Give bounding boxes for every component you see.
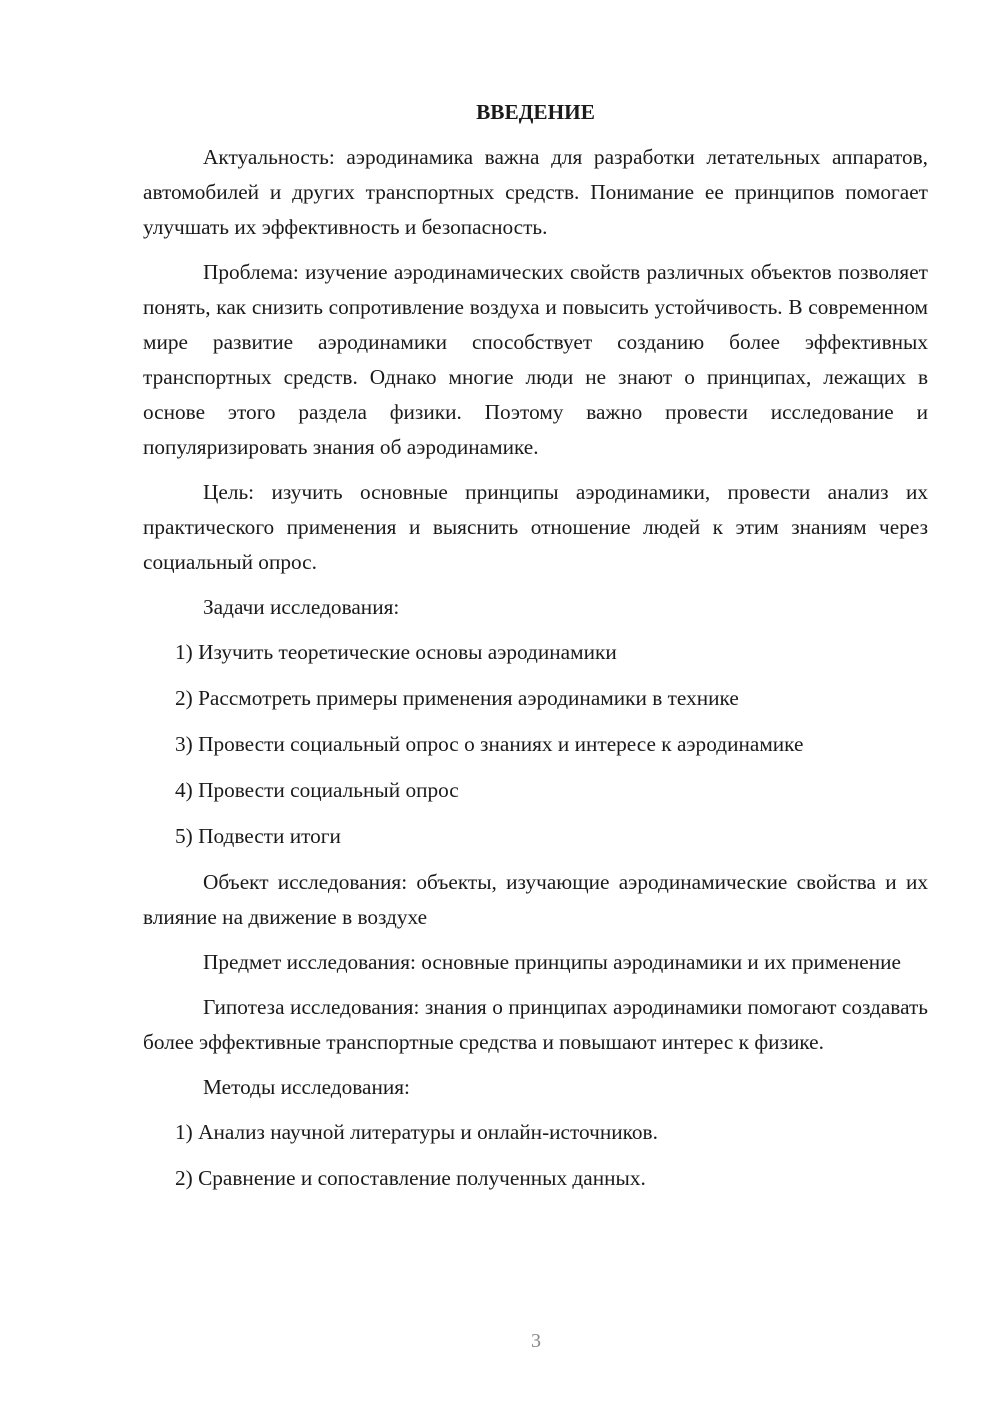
object-paragraph: Объект исследования: объекты, изучающие аэродинамические свойства и их влияние на движение в воздухе	[143, 870, 928, 929]
list-item: 4) Провести социальный опрос	[175, 778, 459, 802]
list-item: 1) Анализ научной литературы и онлайн-источников.	[175, 1120, 658, 1144]
tasks-heading: Задачи исследования:	[203, 595, 400, 619]
page-number: 3	[531, 1330, 541, 1352]
methods-list	[143, 1115, 928, 1196]
document-page	[143, 95, 928, 1207]
list-item: 2) Сравнение и сопоставление полученных данных.	[175, 1166, 646, 1190]
problem-paragraph: Проблема: изучение аэродинамических свойств различных объектов позволяет понять, как снизить сопротивление воздуха и повысить устойчивость. В современном мире развитие аэродинамики способствует созданию более эффективных транспортных средств. Однако многие люди не знают о принципах, лежащих в основе этого раздела физики. Поэтому важно провести исследование и популяризировать знания об аэродинамике.	[143, 260, 928, 459]
relevance-paragraph: Актуальность: аэродинамика важна для разработки летательных аппаратов, автомобилей и других транспортных средств. Понимание ее принципов помогает улучшать их эффективность и безопасность.	[143, 145, 928, 239]
list-item: 1) Изучить теоретические основы аэродинамики	[175, 640, 617, 664]
tasks-list	[143, 635, 928, 854]
section-title: ВВЕДЕНИЕ	[476, 100, 595, 124]
hypothesis-paragraph: Гипотеза исследования: знания о принципах аэродинамики помогают создавать более эффективные транспортные средства и повышают интерес к физике.	[143, 995, 928, 1054]
list-item: 2) Рассмотреть примеры применения аэродинамики в технике	[175, 686, 739, 710]
subject-paragraph: Предмет исследования: основные принципы аэродинамики и их применение	[203, 950, 901, 974]
list-item: 3) Провести социальный опрос о знаниях и интересе к аэродинамике	[175, 732, 804, 756]
list-item: 5) Подвести итоги	[175, 824, 341, 848]
goal-paragraph: Цель: изучить основные принципы аэродинамики, провести анализ их практического применения и выяснить отношение людей к этим знаниям через социальный опрос.	[143, 480, 928, 574]
methods-heading: Методы исследования:	[203, 1075, 410, 1099]
